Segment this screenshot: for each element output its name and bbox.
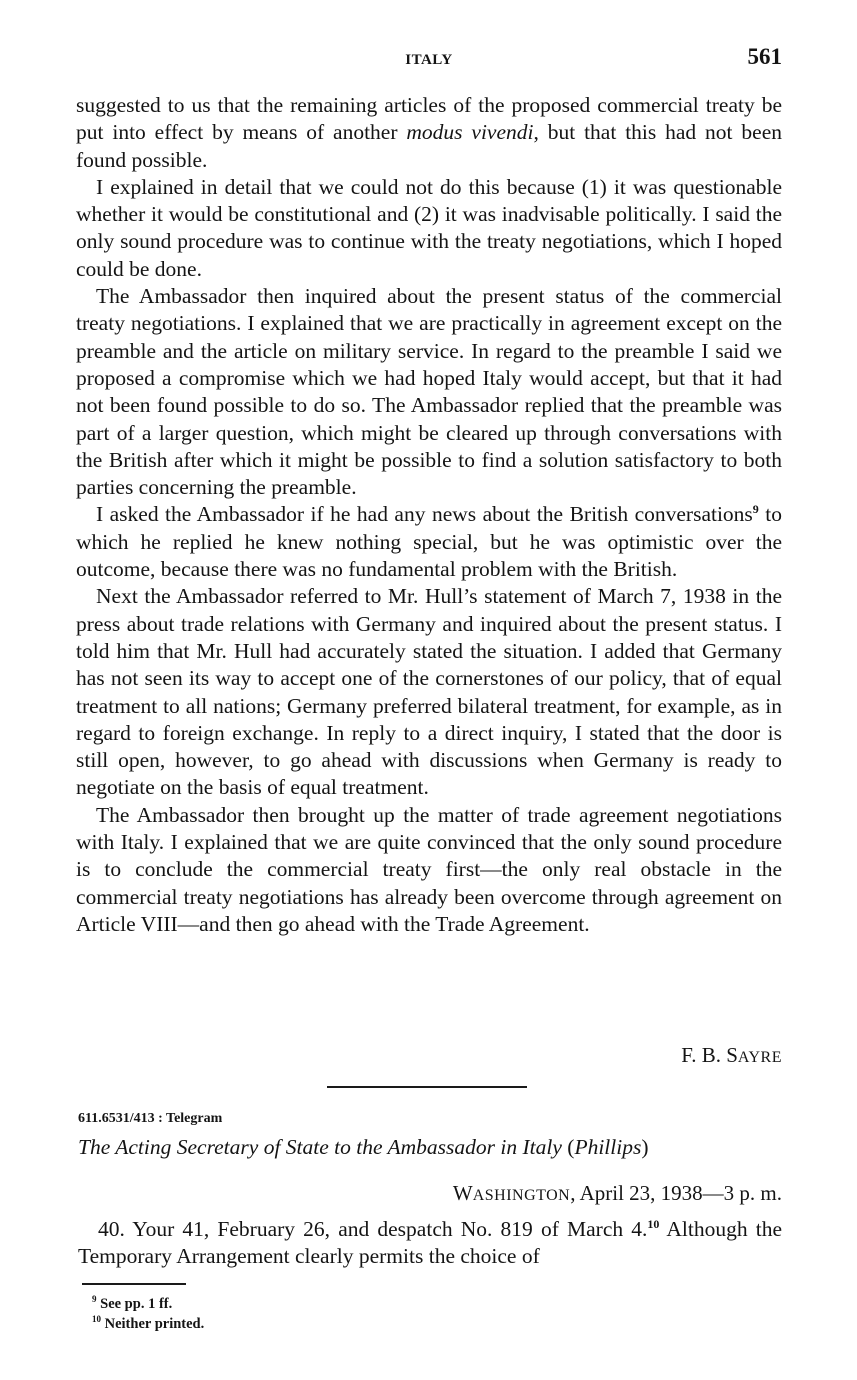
body-paragraph: [76, 583, 782, 801]
body-paragraph: [76, 802, 782, 938]
paragraph-text: Next the Ambassador referred to Mr. Hull’s statement of March 7, 1938 in the press about trade relations with Germany and inquired about the present status. I told him that Mr. Hull had accurately stated the situation. I added that Germany has not seen its way to accept one of the cornerstones of our policy, that of equal treatment to all nations; Germany preferred bilateral treatment, for example, as in regard to foreign exchange. In reply to a direct inquiry, I stated that the door is still open, however, to go ahead with discussions when Germany is ready to negotiate on the basis of equal treatment.: [76, 584, 782, 800]
title-text: ): [641, 1135, 649, 1159]
paragraph-text: I asked the Ambassador if he had any news about the British conversations: [96, 502, 753, 527]
body-paragraph: [76, 174, 782, 283]
title-text: Phillips: [574, 1135, 642, 1159]
body-paragraph: [76, 92, 782, 174]
paragraph-text: I explained in detail that we could not do this because (1) it was questionable whether it would be constitutional and (2) it was inadvisable politically. I said the only sound procedure was to continue with the treaty negotiations, which I hoped could be done.: [76, 174, 782, 281]
dateline-date: , April 23, 1938—3 p. m.: [570, 1181, 782, 1205]
body-paragraph: [76, 283, 782, 501]
running-title: ITALY: [405, 52, 453, 68]
footnote-number: 10: [92, 1314, 101, 1325]
footnote: [92, 1314, 204, 1334]
footnotes: [92, 1294, 204, 1334]
footnote-text: Neither printed.: [101, 1316, 205, 1332]
paragraph-text: The Ambassador then inquired about the present status of the commercial treaty negotiations. I explained that we are practically in agreement except on the preamble and the article on military service. In regard to the preamble I said we proposed a compromise which we had hoped Italy would accept, but that it had not been found possible to do so. The Ambassador replied that the preamble was part of a larger question, which might be cleared up through conversations with the British after which it might be possible to find a solution satisfactory to both parties concerning the preamble.: [76, 284, 782, 500]
footnote-text: See pp. 1 ff.: [96, 1296, 173, 1312]
paragraph-text: modus vivendi: [406, 120, 534, 145]
running-head: [76, 44, 782, 76]
title-text: The Acting Secretary of State to the Ambassador in Italy: [78, 1135, 568, 1159]
telegram-text: [78, 1216, 782, 1271]
document-title: [78, 1135, 782, 1160]
page-number: 561: [747, 44, 782, 69]
dateline: [453, 1181, 782, 1206]
paragraph-text: to which he replied he knew nothing special, but he was optimistic over the outcome, because there was no fundamental problem with the British.: [76, 502, 782, 582]
paragraph-text: The Ambassador then brought up the matter of trade agreement negotiations with Italy. I explained that we are quite convinced that the only sound procedure is to conclude the commercial treaty first—the only real obstacle in the commercial treaty negotiations has already been overcome through agreement on Article VIII—and then go ahead with the Trade Agreement.: [76, 802, 782, 936]
footnote-number: 9: [92, 1294, 97, 1305]
file-reference: 611.6531/413 : Telegram: [78, 1111, 223, 1126]
body-text: [76, 92, 782, 938]
body-paragraph: [76, 501, 782, 583]
signature: [681, 1043, 782, 1068]
paragraph-text: , but that this had not been found possible.: [76, 120, 782, 172]
signature-initials: F. B. S: [681, 1043, 738, 1067]
dateline-city: ASHINGTON: [472, 1187, 571, 1204]
footnote-reference: 9: [752, 502, 759, 517]
title-text: (: [567, 1135, 575, 1159]
footnote-rule: [82, 1283, 186, 1285]
footnote-reference: 10: [647, 1216, 660, 1231]
dateline-first-letter: W: [452, 1181, 473, 1205]
signature-surname: AYRE: [737, 1049, 782, 1066]
telegram-opening-cont: Although the Temporary Arrangement clearly permits the choice of: [78, 1217, 782, 1269]
footnote: [92, 1294, 204, 1314]
telegram-paragraph: [78, 1216, 782, 1271]
paragraph-text: suggested to us that the remaining articles of the proposed commercial treaty be put into effect by means of another: [76, 93, 782, 145]
telegram-opening: 40. Your 41, February 26, and despatch No. 819 of March 4.: [98, 1217, 648, 1241]
section-divider: [327, 1086, 527, 1088]
